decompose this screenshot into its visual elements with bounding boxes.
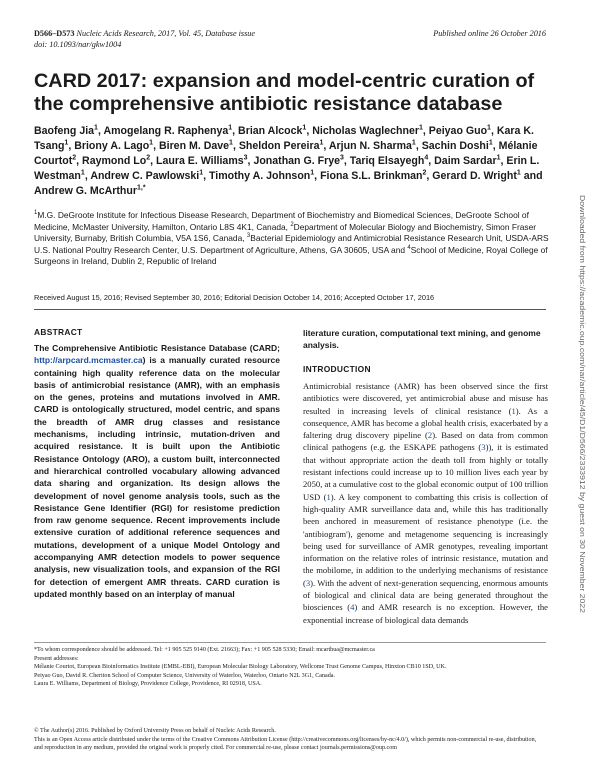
author-name: Nicholas Waglechner xyxy=(312,125,419,137)
affiliation-number: 2 xyxy=(290,221,294,228)
author-name: Peiyao Guo xyxy=(428,125,488,137)
download-watermark-text: Downloaded from https://academic.oup.com/nar/article/45/D1/D566/2333912 by guest on 30 November 2022 xyxy=(578,195,587,542)
running-header-left xyxy=(34,29,255,50)
author-affiliation-mark: 1 xyxy=(302,124,307,132)
author-affiliation-mark: 1 xyxy=(64,139,69,147)
introduction-heading: INTRODUCTION xyxy=(303,364,371,374)
author-name: Andrew G. McArthur xyxy=(34,185,137,197)
introduction-text-segment: )), it is estimated that without appropriate action the death toll from highly or totally resistant infections could increase up to 10 million lives each year by 2050, at a cumulative cost to the global economic output of 100 trillion USD ( xyxy=(303,442,548,502)
affiliation-number: 3 xyxy=(246,233,251,240)
author-affiliation-mark: 2 xyxy=(146,154,151,162)
author-name: Jonathan G. Frye xyxy=(253,155,340,167)
author-affiliation-mark: 2 xyxy=(72,154,77,162)
affiliation-number: 1 xyxy=(34,210,38,217)
author-affiliation-mark: 1 xyxy=(319,139,324,147)
author-name: Erin L. Westman xyxy=(34,155,540,182)
author-name: Timothy A. Johnson xyxy=(209,170,311,182)
abstract-text-rest: ) is a manually curated resource containing high quality reference data on the molecular basis of antimicrobial resistance (AMR), with an emphasis on the genes, proteins and mutations involved in AMR. CARD is ontologically structured, model centric, and spans the breadth of AMR drug classes and resistance mechanisms, including intrinsic, mutation-driven and acquired resistance. It is built upon the Antibiotic Resistance Ontology (ARO), a custom built, interconnected and hierarchical controlled vocabulary allowing advanced data sharing and organization. Its design allows the development of novel genome analysis tools, such as the Resistance Gene Identifier (RGI) for resistome prediction from raw genome sequence. Recent improvements include extensive curation of additional reference sequences and mutations, development of a unique Model Ontology and accompanying AMR detection models to power sequence analysis, new visualization tools, and expansion of the RGI for detection of emergent AMR threats. CARD curation is updated monthly based on an interplay of manual xyxy=(34,355,280,599)
citation-link[interactable]: 1 xyxy=(511,405,516,416)
affiliation-text: M.G. DeGroote Institute for Infectious Disease Research, Department of Biochemistry and Biomedical Sciences, DeGroote School of Medicine, McMaster University, Hamilton, Ontario L8S 4K1, Canada, xyxy=(34,210,529,232)
author-name: Biren M. Dave xyxy=(158,140,230,152)
author-name: Laura E. Williams xyxy=(156,155,244,167)
author-name: Tariq Elsayegh xyxy=(349,155,425,167)
download-watermark-svg xyxy=(571,195,585,615)
present-address: Laura E. Williams, Department of Biology, Providence College, Providence, RI 02918, USA. xyxy=(34,681,262,688)
publication-date: Published online 26 October 2016 xyxy=(433,29,546,38)
introduction-text-segment: ). Based on data from common clinical pathogens (e.g. the ESKAPE pathogens ( xyxy=(303,430,548,453)
article-title: CARD 2017: expansion and model-centric curation of the comprehensive antibiotic resistance database xyxy=(34,70,535,115)
author-affiliation-mark: 1 xyxy=(516,169,521,177)
author-name: Daim Sardar xyxy=(434,155,497,167)
journal-citation: Nucleic Acids Research, 2017, Vol. 45, Database issue xyxy=(76,29,256,38)
author-affiliation-mark: 1 xyxy=(229,139,233,147)
author-name: Amogelang R. Raphenya xyxy=(103,125,229,137)
abstract-text xyxy=(34,342,280,600)
author-name: Andrew C. Pawlowski xyxy=(90,170,200,182)
author-affiliation-mark: 1 xyxy=(496,154,501,162)
footnote-divider xyxy=(34,642,546,643)
introduction-text-segment: ) and AMR research is no exception. However, the exponential increase of biological data demands xyxy=(303,602,548,625)
affiliation-text: Department of Molecular Biology and Biochemistry, Simon Fraser University, Burnaby, British Columbia, V5A 1S6, Canada, xyxy=(34,221,537,244)
author-name: Arjun N. Sharma xyxy=(328,140,412,152)
introduction-text-segment: ). With the advent of next-generation sequencing, enormous amounts of biological and clinical data are being generated throughout the biosciences ( xyxy=(303,577,548,613)
author-affiliation-mark: 1 xyxy=(488,139,493,147)
author-name: Gerard D. Wright xyxy=(432,170,517,182)
citation-link[interactable]: 4 xyxy=(350,602,355,613)
running-header xyxy=(34,29,546,50)
author-conjunction: and xyxy=(520,170,543,182)
author-name: Baofeng Jia xyxy=(34,125,95,137)
author-affiliation-mark: 2 xyxy=(422,169,427,177)
author-affiliation-mark: 1 xyxy=(418,124,423,132)
present-address: Mélanie Courtot, European Bioinformatics Institute (EMBL-EBI), European Molecular Biology Laboratory, Wellcome Trust Genome Campus, Hinxton CB10 1SD, UK. xyxy=(34,664,447,671)
author-name: Fiona S.L. Brinkman xyxy=(320,170,423,182)
author-affiliation-mark: 1,* xyxy=(137,184,146,192)
card-website-link[interactable]: http://arpcard.mcmaster.ca xyxy=(34,355,143,366)
present-addresses-label: Present addresses: xyxy=(34,655,79,662)
present-address: Peiyao Guo, David R. Cheriton School of Computer Science, University of Waterloo, Waterloo, Ontario N2L 3G1, Canada. xyxy=(34,672,335,679)
citation-link[interactable]: 3 xyxy=(481,442,486,453)
citation-link[interactable]: 3 xyxy=(305,577,311,588)
author-affiliation-mark: 1 xyxy=(228,124,233,132)
affiliation-text: Bacterial Epidemiology and Antimicrobial Resistance Research Unit, USDA-ARS U.S. National Poultry Research Center, U.S. Department of Agriculture, Athens, GA 30605, USA and xyxy=(34,233,549,255)
introduction-text xyxy=(303,380,548,626)
author-affiliation-mark: 4 xyxy=(424,154,429,162)
author-affiliation-mark: 1 xyxy=(411,139,416,147)
author-name: Sachin Doshi xyxy=(421,140,489,152)
introduction-text-segment: ). As a consequence, AMR has become a global health crisis, exacerbated by a faltering drug discovery pipeline ( xyxy=(303,405,548,441)
correspondence-note: *To whom correspondence should be addressed. Tel: +1 905 525 9140 (Ext. 21663); Fax: +1 905 528 5330; Email: mcarthua@mcmaster.ca xyxy=(34,647,375,653)
affiliation-number: 4 xyxy=(407,244,411,251)
copyright-line: © The Author(s) 2016. Published by Oxford University Press on behalf of Nucleic Acids Research. xyxy=(34,728,276,734)
footnotes xyxy=(34,646,546,689)
author-affiliation-mark: 1 xyxy=(80,169,85,177)
author-affiliation-mark: 1 xyxy=(94,124,98,132)
author-name: Raymond Lo xyxy=(82,155,147,167)
author-name: Brian Alcock xyxy=(238,125,303,137)
article-history: Received August 15, 2016; Revised September 30, 2016; Editorial Decision October 14, 2016; Accepted October 17, 2016 xyxy=(34,293,435,302)
introduction-text-segment: ). A key component to combatting this crisis is collection of high-quality AMR surveillance data and, while this has traditionally been anchored in measurement of resistance phenotype (i.e. the 'antibiogram'), genome and metagenome sequencing is increasingly being used for surveillance of AMR genotypes, revealing important information on the relative roles of intrinsic resistance, mutation and the mobilome, in addition to the underlying mechanisms of resistance ( xyxy=(303,491,549,588)
author-name: Mélanie Courtot xyxy=(34,140,538,167)
author-affiliation-mark: 1 xyxy=(310,169,315,177)
introduction-text-segment: Antimicrobial resistance (AMR) has been observed since the first antibiotics were discovered, yet antimicrobial abuse and misuse has resulted in increasing levels of clinical resistance ( xyxy=(303,381,548,416)
author-name: Briony A. Lago xyxy=(74,140,150,152)
author-name: Sheldon Pereira xyxy=(238,140,320,152)
license-text: This is an Open Access article distributed under the terms of the Creative Commons Attribution License (http://creativecommons.org/licenses/by-nc/4.0/), which permits non-commercial re-use, distribution, and reproduction in any medium, provided the original work is properly cited. For commercial re-use, please contact journals.permissions@oup.com xyxy=(34,736,537,752)
author-affiliation-mark: 3 xyxy=(243,154,248,162)
doi: doi: 10.1093/nar/gkw1004 xyxy=(34,39,122,49)
author-affiliation-mark: 1 xyxy=(487,124,491,132)
affiliations xyxy=(34,210,549,268)
download-watermark xyxy=(571,195,585,615)
header-divider xyxy=(34,309,546,310)
author-affiliation-mark: 3 xyxy=(339,154,344,162)
author-name: Kara K. Tsang xyxy=(34,125,534,152)
page-range: D566–D573 xyxy=(34,29,75,38)
copyright-notice xyxy=(34,727,546,753)
abstract-continuation: literature curation, computational text mining, and genome analysis. xyxy=(303,328,541,351)
author-affiliation-mark: 1 xyxy=(149,139,154,147)
abstract-heading: ABSTRACT xyxy=(34,327,83,337)
abstract-text-start: The Comprehensive Antibiotic Resistance Database (CARD; xyxy=(34,343,280,353)
citation-link[interactable]: 2 xyxy=(427,430,433,441)
affiliation-text: School of Medicine, Royal College of Surgeons in Ireland, Dublin 2, Republic of Ireland xyxy=(34,244,548,267)
author-affiliation-mark: 1 xyxy=(199,169,204,177)
citation-link[interactable]: 1 xyxy=(326,491,331,502)
author-list: Baofeng Jia$^1$, Amogelang R. Raphenya$^1$, Brian Alcock$^1$, Nicholas Waglechner$^1$, Peiyao Guo$^1$, Kara K. Tsang$^1$, Briony A. Lago$^1$, Biren M. Dave$^1$, Sheldon Pereira$^1$, Arjun N. Sharma$^1$, Sachin Doshi$^1$, Mélanie Courtot$^2$, Raymond Lo$^2$, Laura E. Williams$^3$, Jonathan G. Frye$^3$, Tariq Elsayegh$^4$, Daim Sardar$^1$, Erin L. Westman$^1$, Andrew C. Pawlowski$^1$, Timothy A. Johnson$^1$, Fiona S.L. Brinkman$^2$, Gerard D. Wright$^1$ and Andrew G. McArthur$^{1,*}$ xyxy=(34,124,543,197)
